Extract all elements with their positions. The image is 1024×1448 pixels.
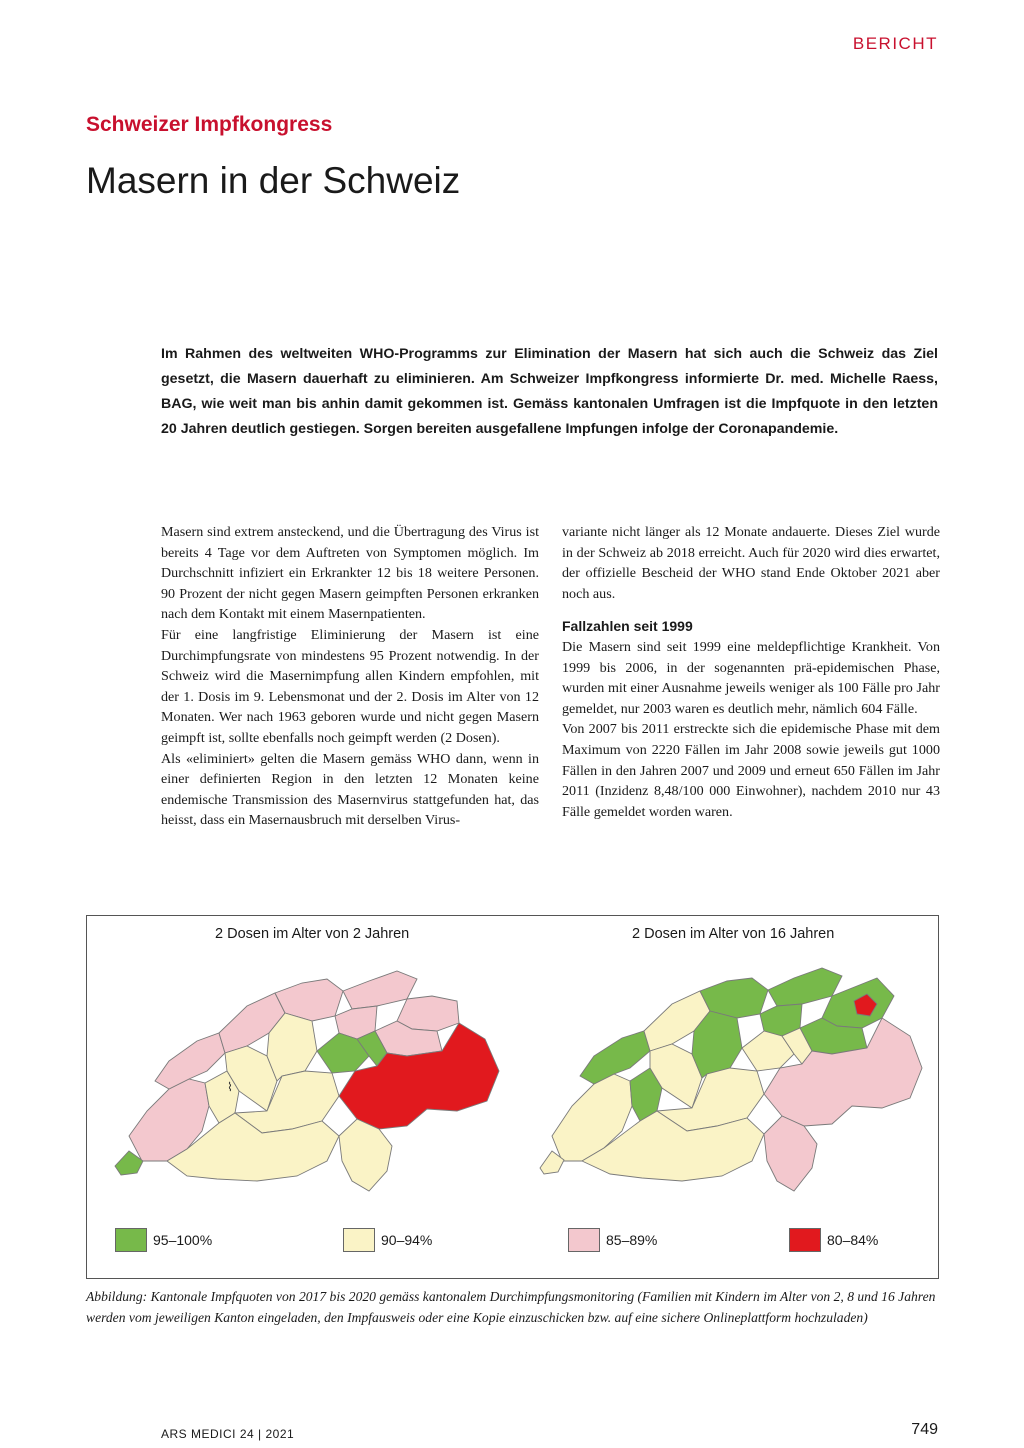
legend-label: 95–100% [153,1232,213,1248]
article-kicker: Schweizer Impfkongress [86,113,333,136]
legend-swatch [789,1228,821,1252]
page-number: 749 [911,1421,938,1438]
body-column-right [562,522,940,822]
paragraph: variante nicht länger als 12 Monate andauerte. Dieses Ziel wurde in der Schweiz ab 2018 erreicht. Auch für 2020 wird dies erwartet, der offizielle Bescheid der WHO stand Ende Oktober 2021 aber noch aus. [562,524,940,602]
subheading: Fallzahlen seit 1999 [562,618,693,635]
legend-item [115,1228,212,1252]
legend-swatch [115,1228,147,1252]
article-lead: Im Rahmen des weltweiten WHO-Programms zur Elimination der Masern hat sich auch die Schweiz das Ziel gesetzt, die Masern dauerhaft zu eliminieren. Am Schweizer Impfkongress informierte Dr. med. Michelle Raess, BAG, wie weit man bis anhin damit gekommen ist. Gemäss kantonalen Umfragen ist die Impfquote in den letzten 20 Jahren deutlich gestiegen. Sorgen bereiten ausgefallene Impfungen infolge der Coronapandemie. [161,346,938,437]
map-switzerland-16-years [532,956,927,1216]
legend-label: 90–94% [381,1232,433,1248]
map-right-title: 2 Dosen im Alter von 16 Jahren [632,926,835,942]
figure-box [86,915,939,1279]
paragraph: Von 2007 bis 2011 erstreckte sich die epidemische Phase mit dem Maximum von 2220 Fällen im Jahr 2008 sowie jeweils gut 1000 Fällen in den Jahren 2007 und 2009 und erneut 650 Fällen im Jahr 2011 (Inzidenz 8,48/100 000 Einwohner), nachdem 2010 nur 43 Fälle gemeldet worden waren. [562,721,940,820]
legend-item [568,1228,657,1252]
paragraph: Für eine langfristige Eliminierung der Masern ist eine Durchimpfungsrate von mindestens 95 Prozent notwendig. In der Schweiz wird die Masernimpfung allen Kindern empfohlen, mit der 1. Dosis im 9. Lebensmonat und der 2. Dosis im Alter von 12 Monaten. Wer nach 1963 geboren wurde und nicht gegen Masern geimpft ist, sollte ebenfalls noch geimpft werden (2 Dosen). [161,626,539,746]
paragraph: Masern sind extrem ansteckend, und die Übertragung des Virus ist bereits 4 Tage vor dem Auftreten von Symptomen möglich. Im Durchschnitt infiziert ein Erkrankter 12 bis 18 weitere Personen. 90 Prozent der nicht gegen Masern geimpften Personen erkranken nach dem Kontakt mit einem Masernpatienten. [161,524,539,623]
map-switzerland-2-years [107,961,507,1216]
figure-caption: Abbildung: Kantonale Impfquoten von 2017 bis 2020 gemäss kantonalem Durchimpfungsmonitoring (Familien mit Kindern im Alter von 2, 8 und 16 Jahren werden vom jeweiligen Kanton eingeladen, den Impfausweis oder eine Kopie einzuschicken bzw. auf eine sichere Onlineplattform hochzuladen) [86,1289,936,1325]
body-column-left [161,522,539,831]
legend-item [343,1228,432,1252]
legend-label: 80–84% [827,1232,879,1248]
legend-label: 85–89% [606,1232,658,1248]
canton-shape [339,1119,392,1191]
paragraph: Die Masern sind seit 1999 eine meldepflichtige Krankheit. Von 1999 bis 2006, in der sogenannten prä-epidemischen Phase, wurden mit einer Ausnahme jeweils weniger als 100 Fälle pro Jahr gemeldet, nur 2003 waren es deutlich mehr, nämlich 604 Fälle. [562,638,940,717]
legend-swatch [568,1228,600,1252]
footer-journal: ARS MEDICI 24 | 2021 [161,1427,295,1441]
section-label: BERICHT [852,34,938,53]
canton-shape [764,1116,817,1191]
legend-swatch [343,1228,375,1252]
paragraph: Als «eliminiert» gelten die Masern gemäss WHO dann, wenn in einer definierten Region in den letzten 12 Monaten keine endemische Transmission des Masernvirus stattgefunden hat, das heisst, dass ein Masernausbruch mit derselben Virus- [161,750,539,829]
map-left-title: 2 Dosen im Alter von 2 Jahren [215,926,410,942]
article-title: Masern in der Schweiz [86,160,461,201]
legend-item [789,1228,878,1252]
lake-icon: ⌇ [227,1080,233,1094]
